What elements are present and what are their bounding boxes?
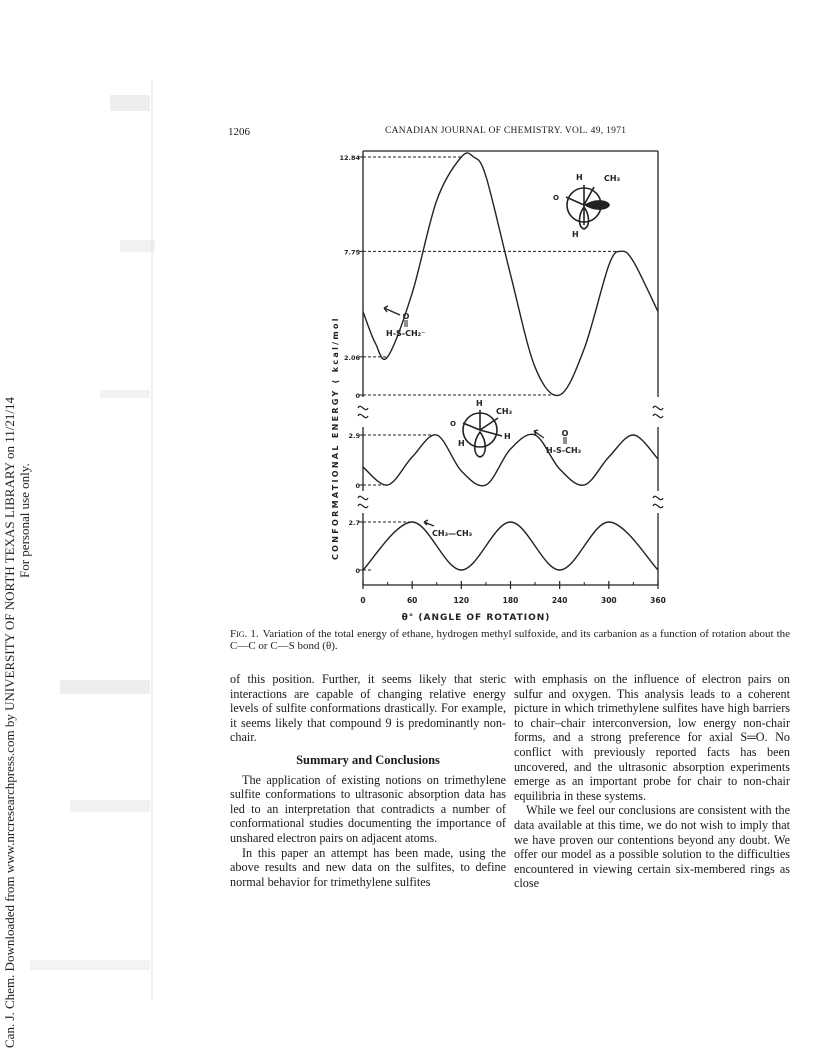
ethane-formula: CH₃—CH₃: [432, 529, 473, 538]
download-notice-line-2: For personal use only.: [17, 463, 32, 578]
figure-caption-text: Variation of the total energy of ethane, hydrogen methyl sulfoxide, and its carbanion as a function of rotation about the C—C or C—S bond (θ).: [230, 628, 791, 652]
axis-break-mark: [358, 496, 368, 507]
figure-1-energy-plot: [326, 145, 671, 623]
sulfoxide-oxygen: O: [561, 429, 569, 438]
energy-curve-carbanion: [363, 153, 658, 396]
y-tick-label: 0: [355, 482, 360, 490]
energy-curve-sulfoxide: [363, 434, 658, 486]
x-tick-label: 180: [502, 596, 519, 605]
paragraph: of this position. Further, it seems likely that steric interactions are capable of changing relative energy levels of sulfite conformations drastically. For example, it seems likely that compound 9 is predominantly non-chair.: [230, 672, 506, 745]
paragraph: with emphasis on the influence of electron pairs on sulfur and oxygen. This analysis leads to a coherent picture in which trimethylene sulfites have high barriers to chair–chair interconversion, low energy non-chair forms, and a strong preference for axial S═O. No conflict with previously reported facts has been uncovered, and the ultrasonic absorption experiments emerge as an important probe for chair to non-chair equilibria in these systems.: [514, 672, 790, 803]
sulfoxide-newman-ch3: CH₃: [496, 407, 513, 416]
x-tick-label: 120: [453, 596, 470, 605]
arrow-icon: [384, 306, 400, 315]
text-column-left: [230, 672, 506, 889]
x-tick-label: 360: [650, 596, 666, 605]
molecule-label-sulfoxide: [534, 429, 582, 455]
y-tick-label: 12.84: [339, 154, 360, 162]
paragraph: In this paper an attempt has been made, using the above results and new data on the sulfites, to define normal behavior for trimethylene sulfites: [230, 845, 506, 889]
text-column-right: [514, 672, 790, 891]
carbanion-oxygen: O: [402, 312, 410, 321]
energy-curves: [363, 153, 658, 570]
axis-break-mark: [653, 406, 663, 417]
arrow-icon-2: [534, 430, 544, 438]
section-heading: Summary and Conclusions: [296, 752, 440, 767]
arrow-icon-3: [424, 520, 434, 526]
download-notice-line-1: Can. J. Chem. Downloaded from www.nrcresearchpress.com by UNIVERSITY OF NORTH TEXAS LIBRARY on 11/21/14: [2, 397, 17, 1048]
paragraph: The application of existing notions on trimethylene sulfite conformations to ultrasonic absorption data has led to an interpretation that contradicts a number of conformational studies documenting the importance of unshared electron pairs on adjacent atoms.: [230, 772, 506, 845]
figure-caption: [230, 628, 790, 652]
x-tick-label: 240: [551, 596, 568, 605]
y-axis-label: CONFORMATIONAL ENERGY ( kcal/mol: [331, 316, 340, 560]
plot-axes: [358, 151, 663, 589]
y-tick-label: 2.7: [348, 519, 360, 527]
newman-ch3: CH₃: [604, 174, 621, 183]
energy-curve-ethane: [363, 522, 658, 570]
axis-break-mark: [358, 406, 368, 417]
lone-pair-lobe: [584, 200, 610, 210]
newman-projection-sulfoxide: [450, 399, 513, 457]
y-tick-label: 0: [355, 392, 360, 400]
figure-caption-label: Fig. 1.: [230, 628, 259, 640]
molecule-label-carbanion: [384, 306, 425, 338]
paragraph: While we feel our conclusions are consistent with the data available at this time, we do not wish to imply that we have proven our contentions beyond any doubt. We offer our model as a possible solution to the difficulties encountered in viewing certain six-membered rings as close: [514, 803, 790, 891]
sulfoxide-newman-h-left: H: [458, 439, 465, 448]
running-head: CANADIAN JOURNAL OF CHEMISTRY. VOL. 49, 1971: [385, 126, 627, 136]
x-tick-label: 300: [601, 596, 617, 605]
y-tick-label: 0: [355, 567, 360, 575]
x-tick-label: 60: [406, 596, 418, 605]
newman-h-bottom: H: [572, 230, 579, 239]
newman-projection-carbanion: [553, 173, 621, 239]
y-tick-label: 2.06: [343, 353, 360, 362]
sulfoxide-formula: H-S-CH₃: [546, 446, 582, 455]
y-tick-label: 7.75: [343, 248, 360, 257]
sulfoxide-newman-h-top: H: [476, 399, 483, 408]
newman-oxygen: O: [553, 194, 559, 202]
page-number: 1206: [228, 126, 250, 138]
plot-labels: [339, 154, 665, 605]
x-tick-label: 0: [360, 596, 366, 605]
y-tick-label: 2.5: [348, 432, 360, 440]
download-notice: [2, 397, 32, 1048]
carbanion-formula: H-S-CH₂⁻: [386, 329, 426, 338]
sulfoxide-newman-h-right: H: [504, 432, 511, 441]
newman-h-top: H: [576, 173, 583, 182]
axis-break-mark: [653, 496, 663, 507]
molecule-label-ethane: [424, 520, 473, 538]
x-axis-label: θ° (ANGLE OF ROTATION): [401, 613, 551, 623]
sulfoxide-newman-oxygen: O: [450, 420, 456, 428]
